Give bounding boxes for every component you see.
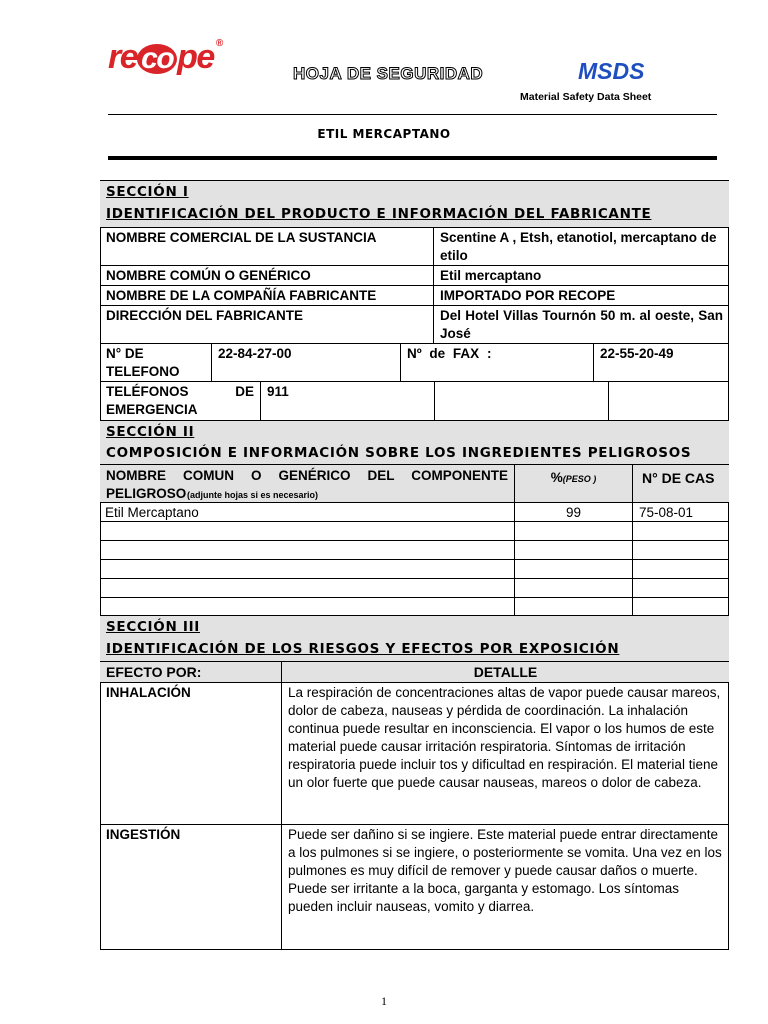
- ingredient-row-empty: [100, 597, 729, 615]
- empty-cell: [632, 598, 729, 615]
- section-3-header: [100, 615, 729, 661]
- table-row: [100, 227, 729, 265]
- fax-label: Nº de FAX :: [400, 344, 593, 381]
- pct-symbol: %: [550, 470, 563, 485]
- col-weight-pct: [514, 465, 632, 502]
- effect-name: INGESTIÓN: [106, 827, 181, 842]
- ingredient-row-empty: [100, 559, 729, 578]
- pct-note: (PESO ): [562, 474, 597, 484]
- ingredient-cas: 75-08-01: [632, 503, 729, 521]
- empty-cell: [514, 522, 632, 540]
- row-label: NOMBRE DE LA COMPAÑÍA FABRICANTE: [106, 288, 377, 303]
- section-1-header: [100, 181, 729, 227]
- empty-cell: [100, 541, 514, 559]
- empty-cell: [100, 560, 514, 578]
- recope-logo: [108, 38, 222, 77]
- effect-detail: La respiración de concentraciones altas de vapor puede causar mareos, dolor de cabeza, nauseas y pérdida de coordinación. La inhalación continua puede resultar en inconsciencia. El vapor o los humos de este material puede causar irritación respiratoria. Síntomas de irritación respiratoria puede incluir tos y dificultad en respiración. El material tiene un olor fuerte que puede causar nauseas, mareos o dolor de cabeza.: [281, 683, 729, 824]
- col-effect: EFECTO POR:: [106, 664, 202, 680]
- logo-circle-co: co: [137, 44, 177, 74]
- section-3-title: IDENTIFICACIÓN DE LOS RIESGOS Y EFECTOS POR EXPOSICIÓN: [106, 641, 620, 657]
- row-value: Del Hotel Villas Tournón 50 m. al oeste, San José: [433, 306, 729, 343]
- empty-cell: [632, 541, 729, 559]
- table-row: [100, 285, 729, 305]
- col-detail: DETALLE: [281, 662, 729, 682]
- table-row: [100, 265, 729, 285]
- empty-cell: [100, 598, 514, 615]
- phone-fax-row: [100, 343, 729, 381]
- empty-cell: [632, 522, 729, 540]
- phone-label: N° DE TELEFONO: [106, 346, 180, 379]
- empty-cell: [514, 560, 632, 578]
- empty-cell: [100, 522, 514, 540]
- title-divider: [108, 156, 717, 160]
- effect-row: [100, 682, 729, 824]
- row-value: Scentine A , Etsh, etanotiol, mercaptano de etilo: [433, 228, 729, 265]
- row-label: NOMBRE COMÚN O GENÉRICO: [106, 268, 311, 283]
- ingredient-pct: 99: [514, 503, 632, 521]
- effects-header-row: [100, 661, 729, 682]
- table-row: [100, 305, 729, 343]
- effect-row: [100, 824, 729, 949]
- row-value: Etil mercaptano: [433, 266, 729, 285]
- header-divider: [108, 114, 717, 115]
- page-number: 1: [381, 994, 387, 1008]
- empty-cell: [632, 579, 729, 597]
- ingredient-row-empty: [100, 578, 729, 597]
- empty-cell: [514, 579, 632, 597]
- msds-subtitle: Material Safety Data Sheet: [520, 91, 652, 103]
- ingredient-row-empty: [100, 540, 729, 559]
- effect-detail: Puede ser dañino si se ingiere. Este material puede entrar directamente a los pulmones si se ingiere, o posteriormente se vomita. Una vez en los pulmones es muy difícil de remover y puede causar daños o muerte. Puede ser irritante a la boca, garganta y estomago. Los síntomas pueden incluir nauseas, vomito y diarrea.: [281, 825, 729, 949]
- emergency-value: 911: [260, 382, 434, 420]
- emergency-row: [100, 381, 729, 420]
- section-2-number: SECCIÓN II: [106, 424, 195, 440]
- ingredient-name: Etil Mercaptano: [105, 505, 199, 520]
- msds-label: MSDS: [578, 58, 645, 84]
- doc-type-title: HOJA DE SEGURIDAD: [293, 64, 484, 83]
- col-component-note: (adjunte hojas si es necesario): [187, 490, 319, 500]
- ingredients-header-row: [100, 464, 729, 502]
- ingredient-row: [100, 502, 729, 521]
- section-2-title: COMPOSICIÓN E INFORMACIÓN SOBRE LOS INGREDIENTES PELIGROSOS: [106, 445, 692, 461]
- section-1-number: SECCIÓN I: [106, 184, 189, 200]
- logo-registered-mark: ®: [215, 38, 222, 49]
- empty-cell: [608, 382, 729, 420]
- fax-value: 22-55-20-49: [593, 344, 729, 381]
- col-component-name-line: NOMBRE COMUN O GENÉRICO DEL COMPONENTE PELIGROSO: [106, 468, 508, 501]
- col-cas-number: N° DE CAS: [632, 465, 729, 502]
- logo-text-pe: pe: [177, 38, 214, 76]
- effect-name: INHALACIÓN: [106, 685, 191, 700]
- empty-cell: [632, 560, 729, 578]
- ingredient-row-empty: [100, 521, 729, 540]
- substance-title: ETIL MERCAPTANO: [317, 127, 451, 141]
- logo-text-re: re: [108, 38, 138, 76]
- empty-cell: [434, 382, 608, 420]
- phone-value: 22-84-27-00: [211, 344, 400, 381]
- empty-cell: [514, 541, 632, 559]
- emergency-label: TELÉFONOS DE EMERGENCIA: [106, 384, 254, 417]
- row-label: NOMBRE COMERCIAL DE LA SUSTANCIA: [106, 230, 377, 245]
- section-1-title: IDENTIFICACIÓN DEL PRODUCTO E INFORMACIÓN DEL FABRICANTE: [106, 206, 652, 222]
- empty-cell: [100, 579, 514, 597]
- empty-cell: [514, 598, 632, 615]
- row-value: IMPORTADO POR RECOPE: [433, 286, 729, 305]
- section-3-number: SECCIÓN III: [106, 619, 201, 635]
- section-2-header: [100, 420, 729, 464]
- row-label: DIRECCIÓN DEL FABRICANTE: [106, 308, 304, 323]
- col-component-name: [100, 465, 514, 502]
